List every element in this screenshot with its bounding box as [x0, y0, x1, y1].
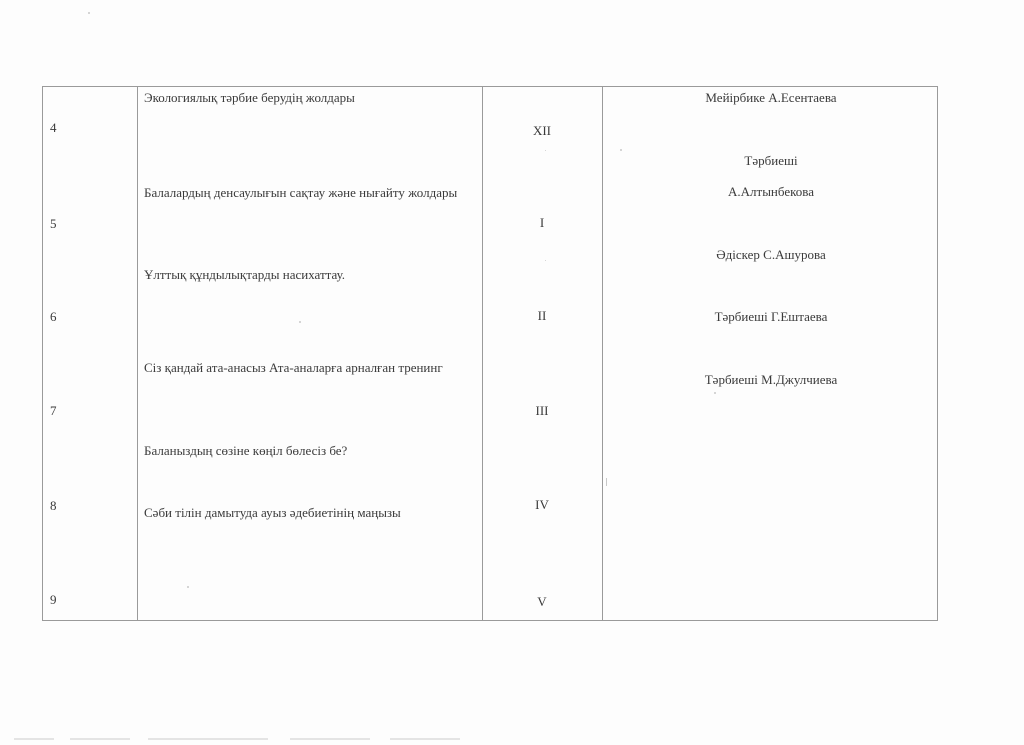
topic-text: Баланыздың сөзіне көңіл бөлесіз бе? [144, 443, 348, 458]
row-number: 9 [50, 592, 57, 607]
scan-artifact [290, 738, 370, 740]
scan-speck [545, 150, 546, 151]
scan-speck [187, 586, 189, 588]
responsible-person: Әдіскер С.Ашурова [716, 247, 826, 262]
topic-text: Сіз қандай ата-анасыз Ата-аналарға арналған тренинг [144, 360, 443, 375]
month-cell: II [537, 308, 547, 323]
column-divider [137, 86, 138, 621]
scan-speck [88, 12, 90, 14]
topic-text: Сәби тілін дамытуда ауыз әдебиетінің маңызы [144, 505, 401, 520]
responsible-person: Тәрбиеші Г.Ештаева [714, 309, 828, 324]
month-cell: IV [535, 497, 549, 512]
scan-artifact [70, 738, 130, 740]
month-cell: V [537, 594, 547, 609]
month-cell: I [539, 215, 545, 230]
row-number: 7 [50, 403, 57, 418]
row-number: 5 [50, 216, 57, 231]
row-number: 6 [50, 309, 57, 324]
topic-text: Балалардың денсаулығын сақтау және нығайту жолдары [144, 185, 458, 200]
scan-speck [620, 149, 622, 151]
scan-speck [606, 478, 607, 486]
topic-text: Экологиялық тәрбие берудің жолдары [144, 90, 355, 105]
scan-artifact [390, 738, 460, 740]
scan-speck [714, 392, 716, 394]
scan-artifact [148, 738, 268, 740]
column-divider [482, 86, 483, 621]
row-number: 4 [50, 120, 57, 135]
responsible-person: Мейірбике А.Есентаева [705, 90, 837, 105]
scan-artifact [14, 738, 54, 740]
row-number: 8 [50, 498, 57, 513]
responsible-person: Тәрбиеші [744, 153, 798, 168]
month-cell: XII [532, 123, 552, 138]
topic-text: Ұлттық құндылықтарды насихаттау. [144, 267, 346, 282]
scan-speck [545, 260, 546, 261]
month-cell: III [535, 403, 549, 418]
responsible-person: А.Алтынбекова [728, 184, 814, 199]
responsible-person: Тәрбиеші М.Джулчиева [704, 372, 838, 387]
scan-speck [299, 321, 301, 323]
